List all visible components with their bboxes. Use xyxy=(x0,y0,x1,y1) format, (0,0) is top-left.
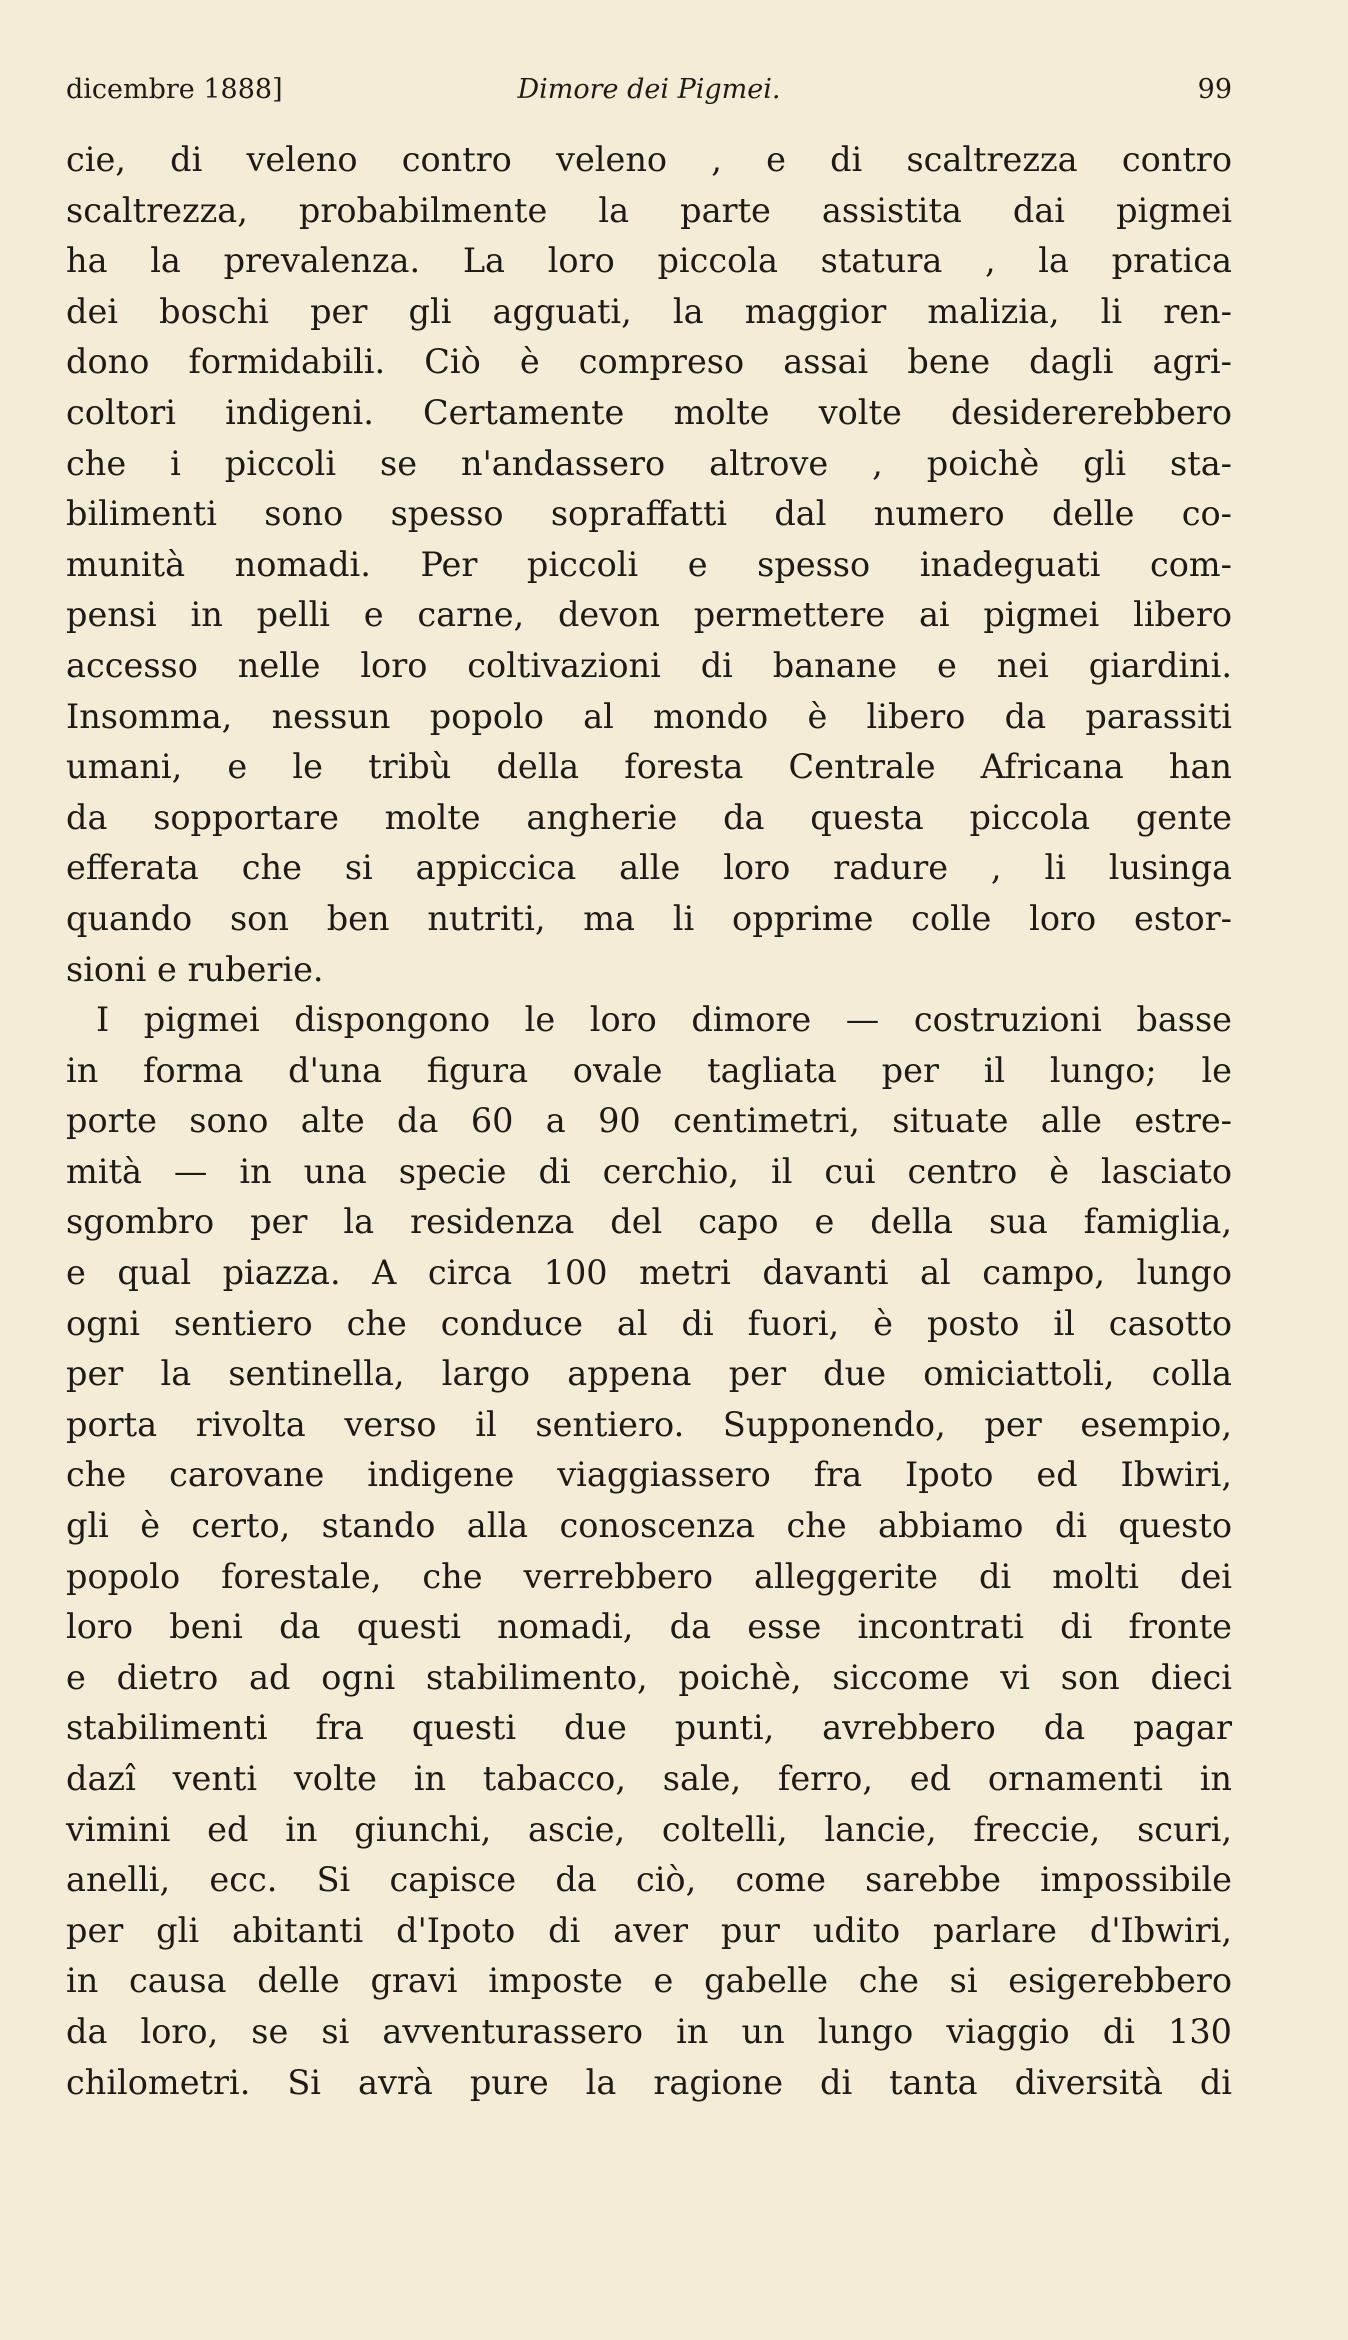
text-line: anelli, ecc. Si capisce da ciò, come sarebbe impossibile xyxy=(66,1860,1232,1900)
text-line: porta rivolta verso il sentiero. Supponendo, per esempio, xyxy=(66,1404,1232,1444)
text-line: dazî venti volte in tabacco, sale, ferro, ed ornamenti in xyxy=(66,1759,1232,1798)
text-line: per gli abitanti d'Ipoto di aver pur udito parlare d'Ibwiri, xyxy=(66,1910,1232,1950)
text-line: loro beni da questi nomadi, da esse incontrati di fronte xyxy=(66,1607,1232,1647)
text-line: gli è certo, stando alla conoscenza che abbiamo di questo xyxy=(66,1506,1232,1546)
text-line: da sopportare molte angherie da questa piccola gente xyxy=(66,797,1232,837)
text-line: stabilimenti fra questi due punti, avrebbero da pagar xyxy=(66,1708,1232,1748)
text-line: quando son ben nutriti, ma li opprime colle loro estor- xyxy=(66,898,1232,938)
text-line: chilometri. Si avrà pure la ragione di tanta diversità di xyxy=(66,2062,1232,2102)
text-line: in forma d'una figura ovale tagliata per il lungo; le xyxy=(66,1050,1232,1090)
text-line: porte sono alte da 60 a 90 centimetri, situate alle estre- xyxy=(66,1101,1232,1141)
body-text xyxy=(66,135,1232,2108)
text-line: che i piccoli se n'andassero altrove , poichè gli sta- xyxy=(66,443,1232,483)
text-line: mità — in una specie di cerchio, il cui centro è lasciato xyxy=(66,1151,1232,1191)
text-line: che carovane indigene viaggiassero fra Ipoto ed Ibwiri, xyxy=(66,1455,1232,1495)
text-line: vimini ed in giunchi, ascie, coltelli, lancie, freccie, scuri, xyxy=(66,1809,1232,1849)
page-number: 99 xyxy=(1197,74,1232,105)
text-line: I pigmei dispongono le loro dimore — costruzioni basse xyxy=(96,1000,1232,1040)
header-title: Dimore dei Pigmei. xyxy=(517,74,781,105)
text-line: per la sentinella, largo appena per due omiciattoli, colla xyxy=(66,1354,1232,1394)
text-line: popolo forestale, che verrebbero alleggerite di molti dei xyxy=(66,1556,1232,1596)
running-header xyxy=(66,70,1232,110)
text-line: umani, e le tribù della foresta Centrale Africana han xyxy=(66,747,1232,787)
header-date: dicembre 1888] xyxy=(66,74,283,105)
text-line: dei boschi per gli agguati, la maggior malizia, li ren- xyxy=(66,291,1232,331)
text-line: coltori indigeni. Certamente molte volte desidererebbero xyxy=(66,392,1232,432)
text-line: dono formidabili. Ciò è compreso assai bene dagli agri- xyxy=(66,342,1232,382)
text-line: munità nomadi. Per piccoli e spesso inadeguati com- xyxy=(66,544,1232,584)
text-line: bilimenti sono spesso sopraffatti dal numero delle co- xyxy=(66,494,1232,534)
text-line: efferata che si appiccica alle loro radure , li lusinga xyxy=(66,848,1232,888)
text-line: ogni sentiero che conduce al di fuori, è posto il casotto xyxy=(66,1303,1232,1343)
text-line: accesso nelle loro coltivazioni di banane e nei giardini. xyxy=(66,645,1232,685)
text-line: cie, di veleno contro veleno , e di scaltrezza contro xyxy=(66,140,1232,179)
text-line: scaltrezza, probabilmente la parte assistita dai pigmei xyxy=(66,190,1232,230)
text-line: e qual piazza. A circa 100 metri davanti al campo, lungo xyxy=(66,1253,1232,1293)
text-line: sioni e ruberie. xyxy=(66,949,324,989)
text-line: da loro, se si avventurassero in un lungo viaggio di 130 xyxy=(66,2011,1232,2051)
text-line: Insomma, nessun popolo al mondo è libero da parassiti xyxy=(66,696,1232,736)
text-line: in causa delle gravi imposte e gabelle che si esigerebbero xyxy=(66,1961,1232,2001)
text-line: sgombro per la residenza del capo e della sua famiglia, xyxy=(66,1202,1232,1242)
text-line: ha la prevalenza. La loro piccola statura , la pratica xyxy=(66,241,1232,281)
text-line: pensi in pelli e carne, devon permettere ai pigmei libero xyxy=(66,595,1232,635)
text-line: e dietro ad ogni stabilimento, poichè, siccome vi son dieci xyxy=(66,1657,1232,1697)
